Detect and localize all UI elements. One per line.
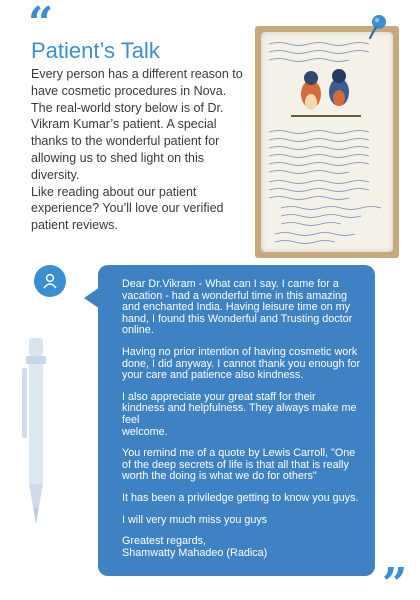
letter-handwriting	[261, 32, 393, 252]
testimonial-paragraph-3a: I also appreciate your great staff for their kindness and helpfulness. They always make me feel	[122, 390, 357, 426]
user-glyph	[41, 272, 59, 290]
handwritten-letter-image	[255, 26, 399, 258]
testimonial-paragraph-3b: welcome.	[122, 425, 168, 438]
testimonial-paragraph-6: I will very much miss you guys	[122, 513, 268, 526]
open-quote-icon: “	[28, 0, 50, 49]
testimonial-paragraph-5: It has been a priviledge getting to know you guys.	[122, 491, 359, 504]
intro-text	[31, 66, 246, 234]
bird-illustration	[291, 69, 361, 116]
pen-icon	[20, 338, 52, 528]
intro-paragraph-2: Like reading about our patient experience? You’ll love our verified patient reviews.	[31, 184, 224, 233]
testimonial-closing: Greatest regards,	[122, 535, 207, 548]
user-icon	[34, 265, 66, 297]
close-quote-icon: ”	[382, 559, 404, 600]
testimonial-signature: Shamwatty Mahadeo (Radica)	[122, 546, 268, 559]
pushpin-icon	[366, 14, 388, 40]
intro-paragraph-1: Every person has a different reason to have cosmetic procedures in Nova. The real-world story below is of Dr. Vikram Kumar’s patient. A special thanks to the wonderful patient for allowing us to shed light on this diversity.	[31, 67, 243, 182]
testimonial-paragraph-2: Having no prior intention of having cosmetic work done, I did anyway. I cannot thank you enough for your care and patience also kindness.	[122, 345, 361, 382]
testimonial-bubble	[98, 265, 375, 576]
section-title: Patient’s Talk	[31, 38, 160, 63]
testimonial-paragraph-4: You remind me of a quote by Lewis Carroll, "One of the deep secrets of life is that all that is really worth the doing is what we do for others"	[122, 447, 356, 483]
testimonial-greeting: Dear Dr.Vikram - What can I say. I came for a vacation - had a wonderful time in this amazing and enchanted India. Having leisure time on my hand, I found this Wonderful and Trusting doctor online.	[122, 278, 353, 337]
